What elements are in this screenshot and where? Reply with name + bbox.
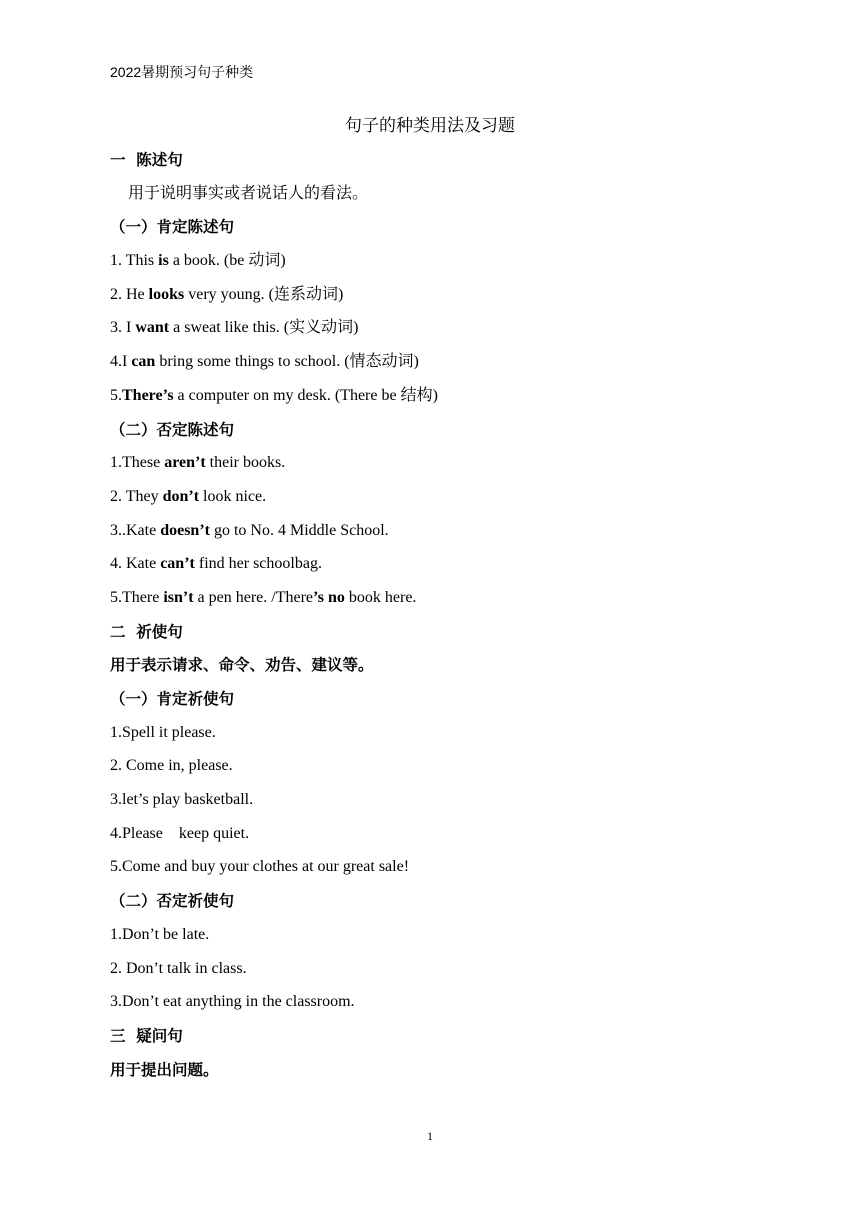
line-text: 1.Spell it please. <box>110 723 216 741</box>
body-line <box>110 954 750 988</box>
body-line <box>110 313 750 347</box>
line-text: 3..Kate <box>110 521 161 539</box>
section-heading <box>110 212 750 246</box>
document-title: 句子的种类用法及习题 <box>345 116 515 135</box>
line-text: 2. Don’t talk in class. <box>110 959 247 977</box>
line-text: bring some things to school. (情态动词) <box>155 353 419 371</box>
bold-text: aren’t <box>164 454 206 472</box>
line-text: a sweat like this. (实义动词) <box>169 319 359 337</box>
bold-text: （二）否定陈述句 <box>110 420 235 439</box>
line-text: go to No. 4 Middle School. <box>209 521 389 539</box>
bold-text: can <box>131 353 156 371</box>
line-text: their books. <box>205 454 286 472</box>
line-text: 3.Don’t eat anything in the classroom. <box>110 993 355 1011</box>
body-line <box>110 549 750 583</box>
line-text: 1.These <box>110 454 165 472</box>
body-line <box>110 785 750 819</box>
section-heading <box>110 415 750 449</box>
line-text: 用于说明事实或者说话人的看法。 <box>128 184 369 202</box>
body-line <box>110 718 750 752</box>
page-number: 1 <box>427 1129 433 1143</box>
body-line <box>110 987 750 1021</box>
body-line <box>110 448 750 482</box>
bold-text: There’s <box>122 386 174 404</box>
bold-text: 一 陈述句 <box>110 151 183 169</box>
line-text: a computer on my desk. (There be 结构) <box>173 386 438 404</box>
line-text: 2. Come in, please. <box>110 757 233 775</box>
bold-text: 三 疑问句 <box>110 1026 183 1045</box>
bold-text: （二）否定祈使句 <box>110 892 235 911</box>
document-body <box>110 145 750 1088</box>
line-text: a book. (be 动词) <box>168 252 286 270</box>
body-line <box>110 347 750 381</box>
running-header: 2022暑期预习句子种类 <box>110 64 254 80</box>
body-line <box>110 819 750 853</box>
line-text: book here. <box>344 588 417 606</box>
body-line <box>110 482 750 516</box>
line-text: a pen here. /There <box>193 588 314 606</box>
section-heading <box>110 650 750 684</box>
line-text: 1. This <box>110 252 159 270</box>
line-text: 4. Kate <box>110 555 161 573</box>
bold-text: ’s no <box>313 588 345 606</box>
line-text: 5.There <box>110 588 164 606</box>
bold-text: want <box>135 319 170 337</box>
line-text: 3. I <box>110 319 136 337</box>
section-heading <box>110 617 750 651</box>
line-text: 4.I <box>110 353 132 371</box>
body-line <box>110 381 750 415</box>
line-text: very young. (连系动词) <box>184 285 344 303</box>
bold-text: （一）肯定陈述句 <box>110 218 235 237</box>
line-text: 2. He <box>110 285 149 303</box>
line-text: look nice. <box>199 487 267 505</box>
section-heading <box>110 1055 750 1089</box>
body-line <box>110 179 750 213</box>
bold-text: don’t <box>162 487 200 505</box>
bold-text: （一）肯定祈使句 <box>110 690 235 708</box>
section-heading <box>110 684 750 718</box>
bold-text: isn’t <box>163 588 194 606</box>
line-text: 4.Please keep quiet. <box>110 824 250 842</box>
bold-text: 二 祈使句 <box>110 622 183 641</box>
body-line <box>110 751 750 785</box>
body-line <box>110 516 750 550</box>
bold-text: 用于表示请求、命令、劝告、建议等。 <box>110 656 374 675</box>
section-heading <box>110 886 750 920</box>
line-text: 1.Don’t be late. <box>110 925 210 943</box>
body-line <box>110 583 750 617</box>
line-text: find her schoolbag. <box>194 555 322 573</box>
bold-text: looks <box>148 285 185 303</box>
line-text: 2. They <box>110 487 163 505</box>
bold-text: doesn’t <box>160 521 210 539</box>
body-line <box>110 280 750 314</box>
section-heading <box>110 145 750 179</box>
line-text: 5. <box>110 386 122 404</box>
bold-text: 用于提出问题。 <box>110 1060 219 1079</box>
line-text: 5.Come and buy your clothes at our great sale! <box>110 858 410 876</box>
bold-text: can’t <box>160 555 195 573</box>
body-line <box>110 920 750 954</box>
line-text: 3.let’s play basketball. <box>110 791 254 809</box>
section-heading <box>110 1021 750 1055</box>
body-line <box>110 246 750 280</box>
bold-text: is <box>158 252 169 270</box>
body-line <box>110 852 750 886</box>
